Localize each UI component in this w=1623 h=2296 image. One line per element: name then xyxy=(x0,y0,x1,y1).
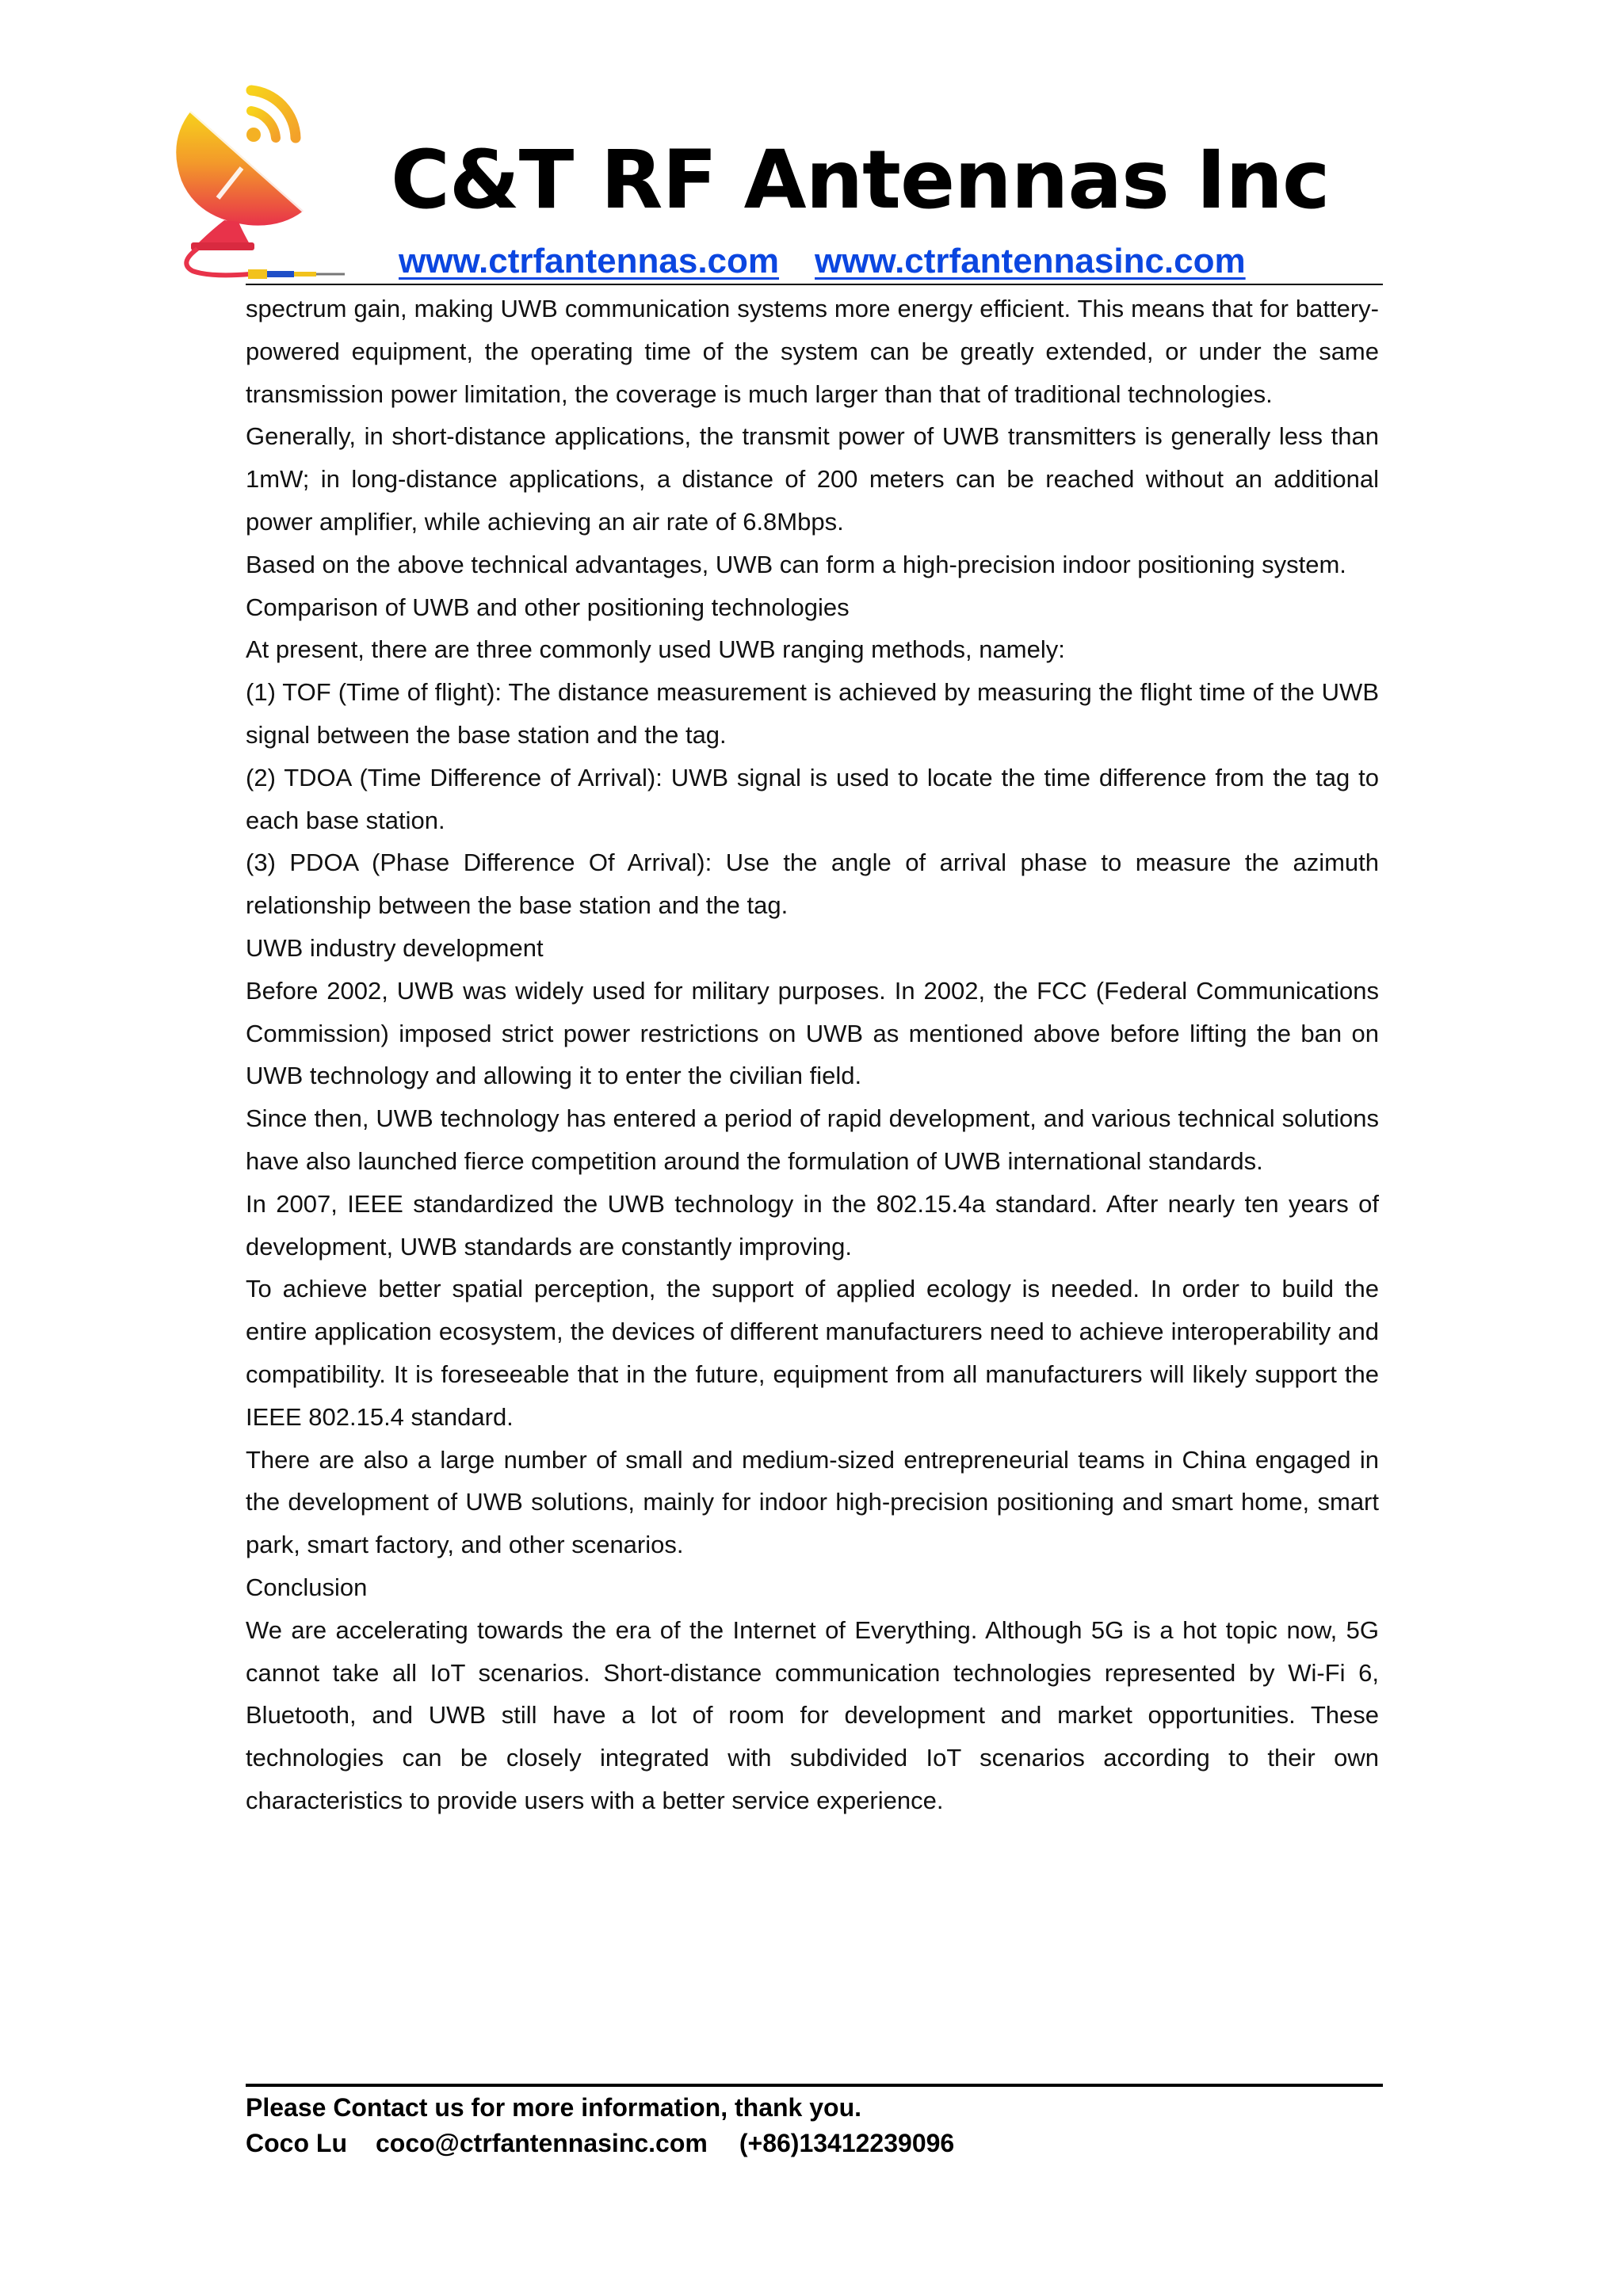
website-link-1[interactable]: www.ctrfantennas.com xyxy=(399,242,780,280)
list-item: (1) TOF (Time of flight): The distance measurement is achieved by measuring the flight time of the UWB signal between the base station and the tag. xyxy=(246,678,1379,749)
paragraph: There are also a large number of small and medium-sized entrepreneurial teams in China engaged in the development of UWB solutions, mainly for indoor high-precision positioning and smart home, smart park, smart factory, and other scenarios. xyxy=(246,1445,1379,1559)
section-heading: Conclusion xyxy=(246,1573,368,1601)
section-heading: Comparison of UWB and other positioning technologies xyxy=(246,593,850,621)
website-links xyxy=(399,238,1246,285)
contact-phone: (+86)13412239096 xyxy=(739,2129,955,2157)
paragraph: Since then, UWB technology has entered a period of rapid development, and various technical solutions have also launched fierce competition around the formulation of UWB international standards. xyxy=(246,1104,1379,1175)
contact-name: Coco Lu xyxy=(246,2129,347,2157)
contact-details xyxy=(246,2126,954,2161)
footer-contact xyxy=(246,2090,954,2161)
paragraph: Before 2002, UWB was widely used for military purposes. In 2002, the FCC (Federal Communications Commission) imposed strict power restrictions on UWB as mentioned above before lifting the ban on UWB technology and allowing it to enter the civilian field. xyxy=(246,976,1379,1090)
paragraph: At present, there are three commonly used UWB ranging methods, namely: xyxy=(246,635,1065,664)
paragraph: In 2007, IEEE standardized the UWB technology in the 802.15.4a standard. After nearly ten years of development, UWB standards are constantly improving. xyxy=(246,1189,1379,1261)
paragraph: Generally, in short-distance applications, the transmit power of UWB transmitters is generally less than 1mW; in long-distance applications, a distance of 200 meters can be reached without an additional power amplifier, while achieving an air rate of 6.8Mbps. xyxy=(246,422,1379,536)
list-item: (3) PDOA (Phase Difference Of Arrival): Use the angle of arrival phase to measure the azimuth relationship between the base station and the tag. xyxy=(246,849,1379,920)
footer-divider xyxy=(246,2084,1383,2087)
list-item: (2) TDOA (Time Difference of Arrival): UWB signal is used to locate the time difference from the tag to each base station. xyxy=(246,763,1379,834)
company-name: C&T RF Antennas Inc xyxy=(391,133,1330,227)
paragraph: To achieve better spatial perception, the support of applied ecology is needed. In order to build the entire application ecosystem, the devices of different manufacturers need to achieve interoperability and compatibility. It is foreseeable that in the future, equipment from all manufacturers will likely support the IEEE 802.15.4 standard. xyxy=(246,1275,1379,1431)
header-divider xyxy=(246,284,1383,285)
contact-prompt: Please Contact us for more information, thank you. xyxy=(246,2093,862,2122)
article-body xyxy=(246,288,1379,1822)
website-link-2[interactable]: www.ctrfantennasinc.com xyxy=(815,242,1246,280)
section-heading: UWB industry development xyxy=(246,933,544,962)
paragraph: spectrum gain, making UWB communication systems more energy efficient. This means that for battery-powered equipment, the operating time of the system can be greatly extended, or under the same transmission power limitation, the coverage is much larger than that of traditional technologies. xyxy=(246,295,1379,408)
contact-email: coco@ctrfantennasinc.com xyxy=(375,2129,708,2157)
dish-antenna-logo-icon xyxy=(162,79,353,281)
paragraph: We are accelerating towards the era of the Internet of Everything. Although 5G is a hot topic now, 5G cannot take all IoT scenarios. Short-distance communication technologies represented by Wi-Fi 6, Bluetooth, and UWB still have a lot of room for development and market opportunities. These technologies can be closely integrated with subdivided IoT scenarios according to their own characteristics to provide users with a better service experience. xyxy=(246,1615,1379,1814)
paragraph: Based on the above technical advantages, UWB can form a high-precision indoor positioning system. xyxy=(246,550,1346,578)
